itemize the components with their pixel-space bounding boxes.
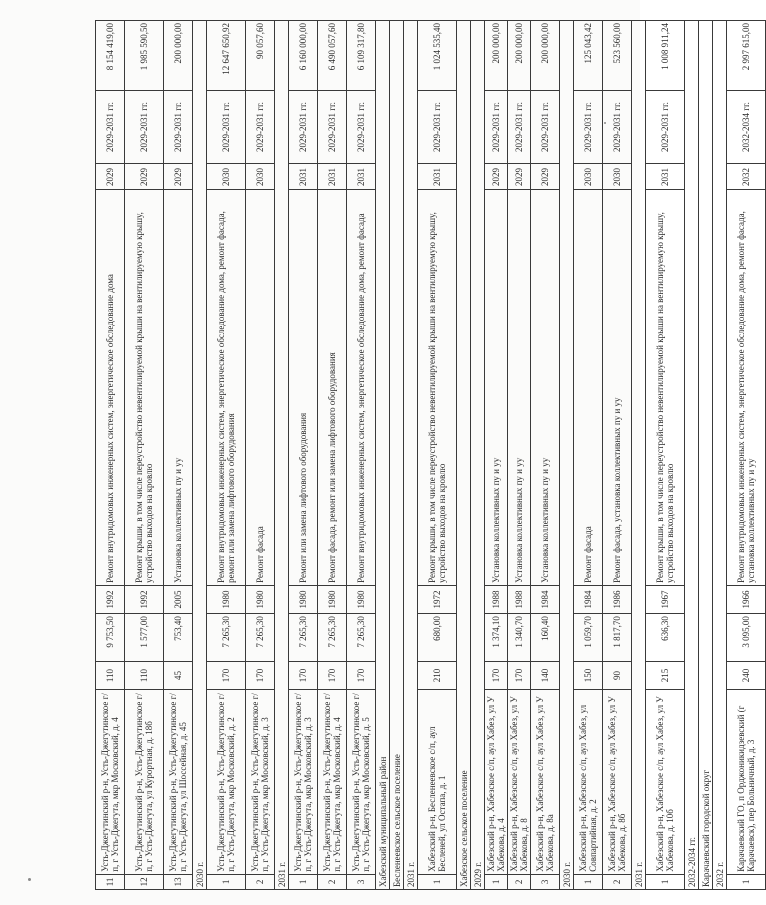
area-cell: 7 265,30 [207,614,246,662]
section-label: 2029 г. [471,21,485,890]
row-number: 1 [727,874,766,889]
plan-year-cell: 2029 [508,164,531,190]
cost-cell: 6 109 317,80 [347,21,376,91]
section-row [275,21,289,890]
cost-cell: 1 985 590,50 [125,21,164,91]
year-cell: 1988 [508,585,531,613]
row-number: 1 [646,874,685,889]
work-type-cell: Ремонт или замена лифтового оборудования [289,190,318,585]
work-type-cell: Ремонт внутридомовых инженерных систем, энергетическое обследование дома, ремонт фасада [347,190,376,585]
period-cell: 2029-2031 гг. [96,90,125,164]
work-type-cell: Установка коллективных пу и уу [485,190,508,585]
cost-cell: 200 000,00 [531,21,560,91]
cost-cell: 200 000,00 [508,21,531,91]
year-cell: 1984 [574,585,603,613]
cost-cell: 523 560,00 [603,21,632,91]
year-cell: 1984 [531,585,560,613]
row-number: 1 [207,874,246,889]
table-row [96,21,125,890]
row-number: 11 [96,874,125,889]
rotated-document [95,20,756,890]
year-cell: 1992 [96,585,125,613]
period-cell: 2029-2031 гг. [125,90,164,164]
plan-year-cell: 2029 [164,164,193,190]
work-type-cell: Ремонт внутридомовых инженерных систем, энергетическое обследование дома [96,190,125,585]
address-cell: Хабезский р-н, Хабезское с/п, аул Хабез, ул У Хабекова, д. 8а [531,690,560,875]
section-row [632,21,646,890]
area-cell: 680,00 [418,614,457,662]
section-label: 2031 г. [404,21,418,890]
period-cell: 2029-2031 гг. [646,90,685,164]
cost-cell: 125 043,42 [574,21,603,91]
scan-speck [604,122,606,124]
work-type-cell: Ремонт крыши, в том числе переустройство невентилируемой крыши на вентилируемую крышу, устройство выходов на кровлю [646,190,685,585]
cost-cell: 90 057,60 [246,21,275,91]
address-cell: Усть-Джегутинский р-н, Усть-Джегутинское г/п, г Усть-Джегута, мкр Московский, д. 3 [289,690,318,875]
value-cell: 170 [485,661,508,689]
plan-year-cell: 2031 [289,164,318,190]
work-type-cell: Установка коллективных пу и уу [531,190,560,585]
plan-year-cell: 2031 [646,164,685,190]
area-cell: 9 753,50 [96,614,125,662]
address-cell: Усть-Джегутинский р-н, Усть-Джегутинское г/п, г Усть-Джегута, мкр Московский, д. 3 [246,690,275,875]
area-cell: 160,40 [531,614,560,662]
period-cell: 2029-2031 гг. [485,90,508,164]
table-row [531,21,560,890]
area-cell: 1 817,70 [603,614,632,662]
section-row [193,21,207,890]
table-row [508,21,531,890]
area-cell: 753,40 [164,614,193,662]
row-number: 2 [318,874,347,889]
plan-year-cell: 2030 [603,164,632,190]
year-cell: 1980 [318,585,347,613]
row-number: 12 [125,874,164,889]
section-label: Хабезский муниципальный район [376,21,390,890]
table-row [347,21,376,890]
work-type-cell: Ремонт внутридомовых инженерных систем, энергетическое обследование дома, ремонт фасада, установка коллективных пу и уу [727,190,766,585]
period-cell: 2029-2031 гг. [418,90,457,164]
section-label: 2030 г. [193,21,207,890]
section-row [685,21,699,890]
cost-cell: 200 000,00 [164,21,193,91]
value-cell: 110 [96,661,125,689]
period-cell: 2029-2031 гг. [246,90,275,164]
value-cell: 45 [164,661,193,689]
period-cell: 2029-2031 гг. [318,90,347,164]
row-number: 1 [289,874,318,889]
year-cell: 1980 [207,585,246,613]
area-cell: 636,30 [646,614,685,662]
repair-program-table [95,20,766,890]
area-cell: 7 265,30 [347,614,376,662]
section-row [713,21,727,890]
value-cell: 90 [603,661,632,689]
area-cell: 7 265,30 [318,614,347,662]
plan-year-cell: 2032 [727,164,766,190]
table-row [125,21,164,890]
section-label: 2031 г. [632,21,646,890]
period-cell: 2029-2031 гг. [508,90,531,164]
row-number: 1 [418,874,457,889]
address-cell: Карачаевский ГО, п Орджоникидзевский (г Карачаевск), пер Больничный, д. 3 [727,690,766,875]
section-label: Карачаевский городской округ [699,21,713,890]
work-type-cell: Ремонт фасада, установка коллективных пу и уу [603,190,632,585]
table-row [246,21,275,890]
plan-year-cell: 2031 [418,164,457,190]
value-cell: 170 [318,661,347,689]
value-cell: 210 [418,661,457,689]
table-row [207,21,246,890]
period-cell: 2029-2031 гг. [207,90,246,164]
row-number: 2 [603,874,632,889]
year-cell: 1967 [646,585,685,613]
year-cell: 1972 [418,585,457,613]
address-cell: Хабезский р-н, Хабезское с/п, аул Хабез, ул У Хабекова, д. 8б [603,690,632,875]
section-row [404,21,418,890]
cost-cell: 2 997 615,00 [727,21,766,91]
section-label: Хабезское сельское поселение [457,21,471,890]
area-cell: 3 095,00 [727,614,766,662]
value-cell: 170 [289,661,318,689]
value-cell: 150 [574,661,603,689]
value-cell: 170 [347,661,376,689]
work-type-cell: Установка коллективных пу и уу [508,190,531,585]
section-label: 2032 г. [713,21,727,890]
section-label: 2032-2034 гг. [685,21,699,890]
work-type-cell: Ремонт крыши, в том числе переустройство невентилируемой крыши на вентилируемую крышу, устройство выходов на кровлю [125,190,164,585]
cost-cell: 12 647 650,92 [207,21,246,91]
cost-cell: 1 024 535,40 [418,21,457,91]
value-cell: 215 [646,661,685,689]
period-cell: 2032-2034 гг. [727,90,766,164]
cost-cell: 6 160 000,00 [289,21,318,91]
section-row [390,21,404,890]
value-cell: 140 [531,661,560,689]
section-row [376,21,390,890]
table-row [164,21,193,890]
section-row [471,21,485,890]
row-number: 13 [164,874,193,889]
period-cell: 2029-2031 гг. [289,90,318,164]
period-cell: 2029-2031 гг. [574,90,603,164]
area-cell: 1 059,70 [574,614,603,662]
row-number: 1 [485,874,508,889]
section-row [457,21,471,890]
year-cell: 1980 [289,585,318,613]
address-cell: Усть-Джегутинский р-н, Усть-Джегутинское г/п, г Усть-Джегута, мкр Московский, д. 4 [318,690,347,875]
plan-year-cell: 2029 [531,164,560,190]
cost-cell: 8 154 419,00 [96,21,125,91]
address-cell: Усть-Джегутинский р-н, Усть-Джегутинское г/п, г Усть-Джегута, ул Курортная, д. 18б [125,690,164,875]
address-cell: Хабезский р-н, Хабезское с/п, аул Хабез, ул У Хабекова, д. 10б [646,690,685,875]
year-cell: 1992 [125,585,164,613]
work-type-cell: Установка коллективных пу и уу [164,190,193,585]
area-cell: 1 374,10 [485,614,508,662]
address-cell: Хабезский р-н, Хабезское с/п, аул Хабез, ул У Хабекова, д. 4 [485,690,508,875]
table-row [289,21,318,890]
plan-year-cell: 2029 [96,164,125,190]
period-cell: 2029-2031 гг. [603,90,632,164]
year-cell: 1988 [485,585,508,613]
work-type-cell: Ремонт внутридомовых инженерных систем, энергетическое обследование дома, ремонт фасада, ремонт или замена лифтового оборудования [207,190,246,585]
table-row [418,21,457,890]
period-cell: 2029-2031 гг. [531,90,560,164]
row-number: 3 [531,874,560,889]
address-cell: Хабезский р-н, Бесленеевское с/п, аул Бесленей, ул Остапа, д. 1 [418,690,457,875]
value-cell: 170 [246,661,275,689]
period-cell: 2029-2031 гг. [347,90,376,164]
table-body [96,21,766,890]
work-type-cell: Ремонт фасада [574,190,603,585]
address-cell: Усть-Джегутинский р-н, Усть-Джегутинское г/п, г Усть-Джегута, мкр Московский, д. 4 [96,690,125,875]
scan-speck [28,878,31,881]
plan-year-cell: 2030 [574,164,603,190]
value-cell: 110 [125,661,164,689]
section-label: 2030 г. [560,21,574,890]
table-row [318,21,347,890]
section-row [699,21,713,890]
value-cell: 170 [207,661,246,689]
plan-year-cell: 2031 [318,164,347,190]
period-cell: 2029-2031 гг. [164,90,193,164]
year-cell: 1980 [246,585,275,613]
value-cell: 170 [508,661,531,689]
row-number: 2 [508,874,531,889]
cost-cell: 6 490 057,60 [318,21,347,91]
section-label: 2031 г. [275,21,289,890]
year-cell: 2005 [164,585,193,613]
cost-cell: 1 008 911,24 [646,21,685,91]
table-row [485,21,508,890]
address-cell: Усть-Джегутинский р-н, Усть-Джегутинское г/п, г Усть-Джегута, мкр Московский, д. 5 [347,690,376,875]
address-cell: Усть-Джегутинский р-н, Усть-Джегутинское г/п, г Усть-Джегута, ул Шоссейная, д. 45 [164,690,193,875]
address-cell: Хабезский р-н, Хабезское с/п, аул Хабез, ул У Хабекова, д. 8 [508,690,531,875]
plan-year-cell: 2029 [125,164,164,190]
area-cell: 7 265,30 [246,614,275,662]
table-row [574,21,603,890]
work-type-cell: Ремонт фасада [246,190,275,585]
value-cell: 240 [727,661,766,689]
row-number: 2 [246,874,275,889]
plan-year-cell: 2030 [207,164,246,190]
area-cell: 1 340,70 [508,614,531,662]
row-number: 3 [347,874,376,889]
year-cell: 1966 [727,585,766,613]
cost-cell: 200 000,00 [485,21,508,91]
address-cell: Хабезский р-н, Хабезское с/п, аул Хабез, ул Совпартийная, д. 2 [574,690,603,875]
work-type-cell: Ремонт крыши, в том числе переустройство невентилируемой крыши на вентилируемую крышу, устройство выходов на кровлю [418,190,457,585]
section-label: Бесленеевское сельское поселение [390,21,404,890]
table-row [646,21,685,890]
section-row [560,21,574,890]
work-type-cell: Ремонт фасада, ремонт или замена лифтового оборудования [318,190,347,585]
table-row [727,21,766,890]
plan-year-cell: 2031 [347,164,376,190]
address-cell: Усть-Джегутинский р-н, Усть-Джегутинское г/п, г Усть-Джегута, мкр Московский, д. 2 [207,690,246,875]
plan-year-cell: 2030 [246,164,275,190]
area-cell: 1 577,00 [125,614,164,662]
row-number: 1 [574,874,603,889]
year-cell: 1980 [347,585,376,613]
table-row [603,21,632,890]
area-cell: 7 265,30 [289,614,318,662]
year-cell: 1986 [603,585,632,613]
plan-year-cell: 2029 [485,164,508,190]
